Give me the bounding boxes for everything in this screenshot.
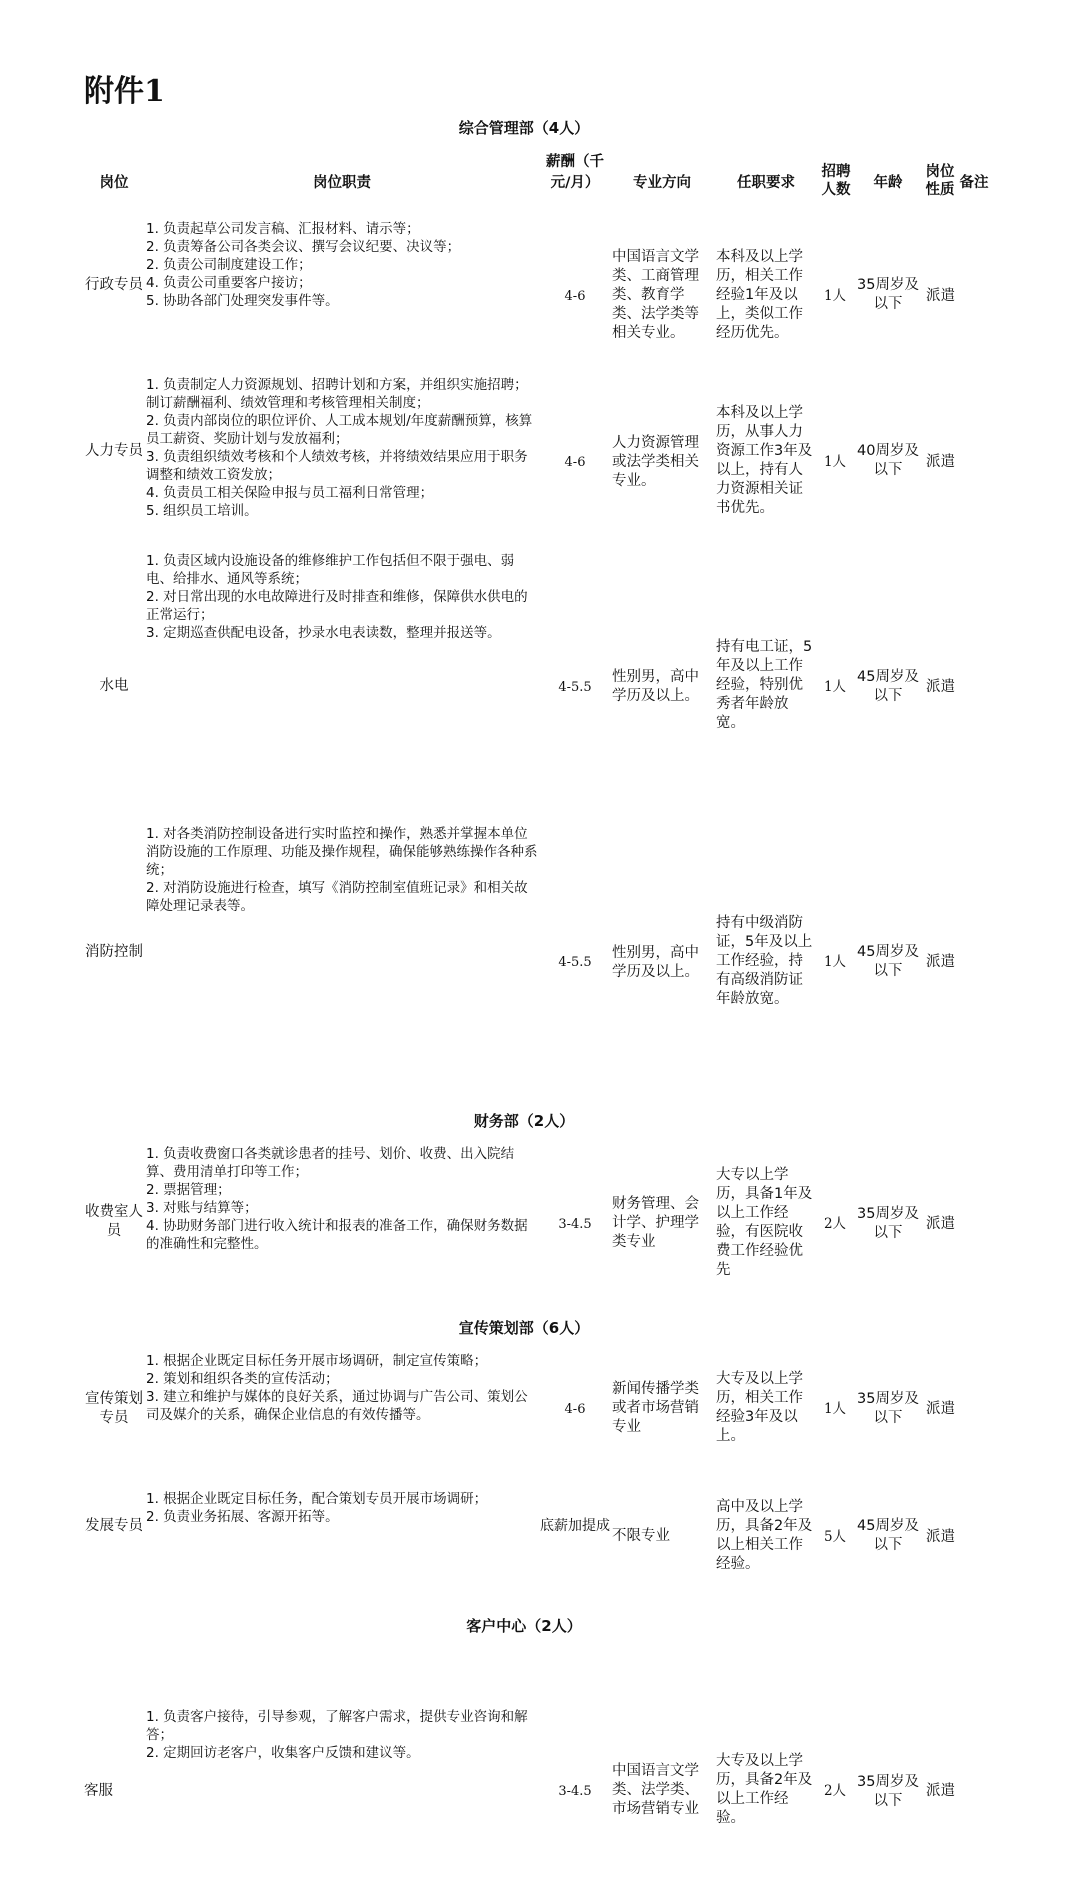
cell-requirements: 大专及以上学历，具备2年及以上工作经验。	[716, 1753, 813, 1826]
cell-requirements: 大专及以上学历，相关工作经验3年及以上。	[716, 1371, 803, 1444]
header-remarks: 备注	[959, 175, 989, 191]
cell-major: 性别男，高中学历及以上。	[612, 945, 699, 980]
duty-line: 3. 负责组织绩效考核和个人绩效考核，并将绩效结果应用于职务调整和绩效工资发放；	[146, 449, 528, 483]
section-title	[84, 117, 964, 138]
cell-nature: 派遣	[926, 454, 955, 470]
duty-line: 2. 负责筹备公司各类会议、撰写会议纪要、决议等；	[146, 239, 461, 255]
cell-age: 45周岁及以下	[857, 1518, 919, 1553]
cell-nature: 派遣	[926, 288, 955, 304]
cell-duties	[146, 825, 538, 915]
page-title: 附件1	[84, 74, 165, 109]
header-duties: 岗位职责	[313, 175, 371, 191]
duty-line: 2. 定期回访老客户，收集客户反馈和建议等。	[146, 1745, 420, 1761]
cell-nature: 派遣	[926, 1216, 955, 1232]
cell-count: 1人	[823, 954, 847, 970]
cell-major: 财务管理、会计学、护理学类专业	[612, 1196, 699, 1250]
duty-line: 3. 对账与结算等；	[146, 1200, 258, 1216]
duty-line: 5. 组织员工培训。	[146, 503, 258, 519]
cell-major: 中国语言文学类、工商管理类、教育学类、法学类等相关专业。	[612, 249, 699, 341]
cell-nature: 派遣	[926, 1529, 955, 1545]
duty-line: 2. 对日常出现的水电故障进行及时排查和维修，保障供水供电的正常运行；	[146, 589, 528, 623]
duty-line: 1. 根据企业既定目标任务，配合策划专员开展市场调研；	[146, 1491, 488, 1507]
cell-count: 5人	[823, 1529, 847, 1545]
cell-age: 35周岁及以下	[857, 1391, 919, 1426]
cell-nature: 派遣	[926, 1401, 955, 1417]
cell-position: 消防控制	[85, 944, 143, 960]
cell-duties	[146, 220, 538, 310]
duty-line: 2. 对消防设施进行检查，填写《消防控制室值班记录》和相关故障处理记录表等。	[146, 880, 528, 914]
section-name: 综合管理部（4人）	[458, 119, 590, 137]
cell-major: 人力资源管理或法学类相关专业。	[612, 435, 699, 489]
duty-line: 3. 建立和维护与媒体的良好关系，通过协调与广告公司、策划公司及媒介的关系，确保企业信息的有效传播等。	[146, 1389, 528, 1423]
header-major: 专业方向	[633, 175, 691, 191]
cell-position: 人力专员	[85, 443, 143, 459]
cell-major: 新闻传播学类或者市场营销专业	[612, 1381, 699, 1435]
section-title	[84, 1317, 964, 1338]
header-position: 岗位	[99, 175, 129, 191]
cell-position: 发展专员	[85, 1518, 143, 1534]
cell-major: 性别男，高中学历及以上。	[612, 669, 699, 704]
header-age: 年龄	[873, 175, 903, 191]
cell-age: 45周岁及以下	[857, 669, 919, 704]
cell-age: 35周岁及以下	[857, 277, 919, 312]
cell-salary: 3-4.5	[558, 1217, 592, 1232]
cell-major: 中国语言文学类、法学类、市场营销专业	[612, 1763, 699, 1817]
cell-salary: 4-6	[564, 1402, 586, 1417]
cell-count: 1人	[823, 1401, 847, 1417]
cell-duties	[146, 1490, 538, 1526]
duty-line: 4. 协助财务部门进行收入统计和报表的准备工作，确保财务数据的准确性和完整性。	[146, 1218, 528, 1252]
cell-count: 2人	[823, 1783, 847, 1799]
cell-age: 40周岁及以下	[857, 443, 919, 478]
cell-position: 宣传策划专员	[85, 1391, 143, 1426]
cell-count: 2人	[823, 1216, 847, 1232]
section-title	[84, 1615, 964, 1636]
header-salary: 薪酬（千元/月）	[546, 154, 604, 191]
duty-line: 1. 负责制定人力资源规划、招聘计划和方案，并组织实施招聘；制订薪酬福利、绩效管理和考核管理相关制度；	[146, 377, 528, 411]
cell-count: 1人	[823, 454, 847, 470]
duty-line: 1. 负责起草公司发言稿、汇报材料、请示等；	[146, 221, 420, 237]
cell-count: 1人	[823, 288, 847, 304]
duty-line: 4. 负责公司重要客户接访；	[146, 275, 312, 291]
duty-line: 3. 定期巡查供配电设备，抄录水电表读数，整理并报送等。	[146, 625, 501, 641]
cell-salary: 4-6	[564, 289, 586, 304]
cell-position: 收费室人员	[85, 1204, 143, 1239]
duty-line: 1. 负责客户接待，引导参观，了解客户需求，提供专业咨询和解答；	[146, 1709, 528, 1743]
header-job-nature: 岗位性质	[925, 164, 955, 198]
section-name: 财务部（2人）	[473, 1112, 575, 1130]
cell-position: 客服	[84, 1783, 113, 1799]
cell-nature: 派遣	[926, 679, 955, 695]
cell-salary: 4-5.5	[558, 680, 592, 695]
cell-major: 不限专业	[612, 1528, 670, 1544]
duty-line: 5. 协助各部门处理突发事件等。	[146, 293, 339, 309]
cell-duties	[146, 376, 538, 520]
duty-line: 2. 负责业务拓展、客源开拓等。	[146, 1509, 339, 1525]
cell-age: 35周岁及以下	[857, 1774, 919, 1809]
cell-duties	[146, 552, 538, 642]
cell-requirements: 持有中级消防证，5年及以上工作经验，持有高级消防证年龄放宽。	[716, 915, 813, 1007]
duty-line: 1. 负责收费窗口各类就诊患者的挂号、划价、收费、出入院结算、费用清单打印等工作；	[146, 1146, 515, 1180]
duty-line: 2. 负责公司制度建设工作；	[146, 257, 312, 273]
cell-nature: 派遣	[926, 1783, 955, 1799]
cell-age: 35周岁及以下	[857, 1206, 919, 1241]
cell-count: 1人	[823, 679, 847, 695]
cell-nature: 派遣	[926, 954, 955, 970]
cell-position: 行政专员	[85, 277, 143, 293]
section-name: 客户中心（2人）	[466, 1617, 582, 1635]
duty-line: 1. 负责区域内设施设备的维修维护工作包括但不限于强电、弱电、给排水、通风等系统；	[146, 553, 515, 587]
cell-requirements: 本科及以上学历，从事人力资源工作3年及以上，持有人力资源相关证书优先。	[716, 405, 813, 516]
section-name: 宣传策划部（6人）	[458, 1319, 590, 1337]
cell-requirements: 高中及以上学历，具备2年及以上相关工作经验。	[716, 1499, 813, 1572]
cell-salary: 底薪加提成	[540, 1518, 610, 1534]
cell-requirements: 持有电工证，5年及以上工作经验，特别优秀者年龄放宽。	[716, 639, 813, 731]
duty-line: 4. 负责员工相关保险申报与员工福利日常管理；	[146, 485, 434, 501]
cell-salary: 3-4.5	[558, 1784, 592, 1799]
cell-position: 水电	[99, 678, 129, 694]
duty-line: 1. 对各类消防控制设备进行实时监控和操作，熟悉并掌握本单位消防设施的工作原理、功能及操作规程，确保能够熟练操作各种系统；	[146, 826, 538, 878]
duty-line: 1. 根据企业既定目标任务开展市场调研，制定宣传策略；	[146, 1353, 488, 1369]
header-recruit-count: 招聘人数	[821, 164, 851, 198]
cell-salary: 4-5.5	[558, 955, 592, 970]
cell-requirements: 大专以上学历，具备1年及以上工作经验，有医院收费工作经验优先	[716, 1167, 813, 1278]
duty-line: 2. 策划和组织各类的宣传活动；	[146, 1371, 339, 1387]
cell-age: 45周岁及以下	[857, 944, 919, 979]
cell-salary: 4-6	[564, 455, 586, 470]
cell-duties	[146, 1708, 538, 1762]
cell-duties	[146, 1145, 538, 1253]
duty-line: 2. 负责内部岗位的职位评价、人工成本规划/年度薪酬预算，核算员工薪资、奖励计划与发放福利；	[146, 413, 533, 447]
section-title	[84, 1110, 964, 1131]
header-requirements: 任职要求	[737, 175, 795, 191]
cell-duties	[146, 1352, 538, 1424]
cell-requirements: 本科及以上学历，相关工作经验1年及以上，类似工作经历优先。	[716, 249, 803, 341]
duty-line: 2. 票据管理；	[146, 1182, 231, 1198]
